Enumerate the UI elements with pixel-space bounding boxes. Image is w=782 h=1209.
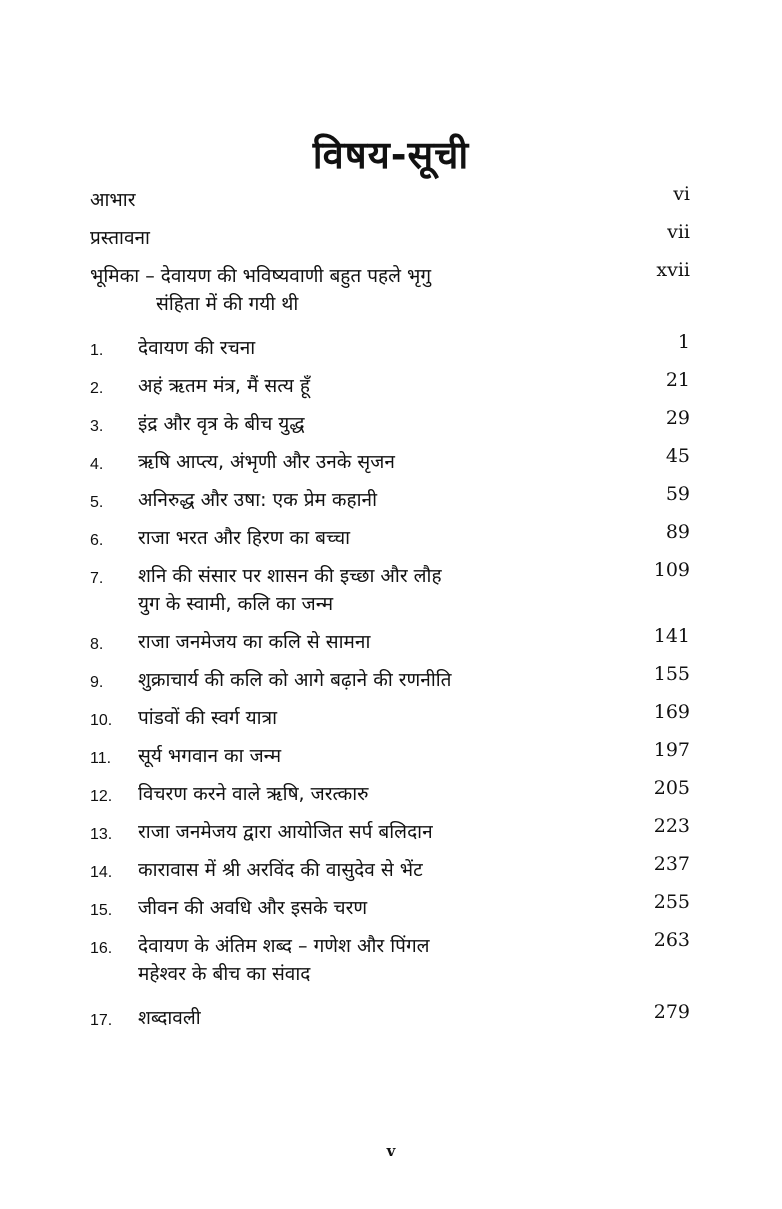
chapter-number: 5. — [90, 494, 104, 511]
toc-entry-label: प्रस्तावना — [90, 227, 150, 249]
toc-chapter — [90, 407, 690, 448]
toc-chapter — [90, 625, 690, 666]
toc-chapter — [90, 815, 690, 856]
chapter-number: 12. — [90, 788, 113, 805]
chapter-number: 9. — [90, 674, 104, 691]
chapter-title — [138, 932, 430, 988]
chapter-title: पांडवों की स्वर्ग यात्रा — [138, 707, 277, 729]
chapter-title: विचरण करने वाले ऋषि, जरत्कारु — [138, 783, 369, 805]
chapter-page: 29 — [665, 407, 690, 429]
toc-entry-preface — [90, 221, 690, 262]
toc-chapter — [90, 739, 690, 780]
chapter-title: अनिरुद्ध और उषा: एक प्रेम कहानी — [138, 489, 377, 511]
chapter-page: 89 — [665, 521, 690, 543]
toc-entry-page: vii — [667, 221, 690, 243]
chapter-page: 237 — [653, 853, 690, 875]
chapter-number: 2. — [90, 380, 104, 397]
toc-chapter — [90, 1001, 690, 1042]
toc-chapter — [90, 369, 690, 410]
chapter-title-line1: देवायण के अंतिम शब्द – गणेश और पिंगल — [138, 935, 430, 957]
chapter-title: ऋषि आप्त्य, अंभृणी और उनके सृजन — [138, 451, 395, 473]
toc-chapter — [90, 521, 690, 562]
chapter-number: 14. — [90, 864, 113, 881]
chapter-title: जीवन की अवधि और इसके चरण — [138, 897, 368, 919]
chapter-title: राजा भरत और हिरण का बच्चा — [138, 527, 351, 549]
toc-chapter — [90, 929, 690, 1004]
toc-chapter — [90, 445, 690, 486]
chapter-page: 205 — [653, 777, 690, 799]
toc-chapter — [90, 777, 690, 818]
page-number: v — [386, 1142, 396, 1160]
chapter-title: अहं ऋतम मंत्र, मैं सत्य हूँ — [138, 375, 310, 397]
chapter-number: 6. — [90, 532, 104, 549]
toc-entry-page: xvii — [656, 259, 690, 281]
page-title: विषय-सूची — [312, 133, 470, 177]
toc-entry-introduction — [90, 259, 690, 334]
chapter-title: इंद्र और वृत्र के बीच युद्ध — [138, 413, 305, 435]
toc-chapter — [90, 853, 690, 894]
toc-entry-label: आभार — [90, 189, 136, 211]
chapter-page: 169 — [653, 701, 690, 723]
toc-entry-acknowledgement — [90, 183, 690, 224]
toc-entry-page: vi — [673, 183, 690, 205]
chapter-page: 255 — [653, 891, 690, 913]
chapter-title: देवायण की रचना — [138, 337, 256, 359]
chapter-title: शुक्राचार्य की कलि को आगे बढ़ाने की रणनीति — [138, 669, 452, 691]
chapter-page: 21 — [665, 369, 690, 391]
toc-chapter — [90, 891, 690, 932]
chapter-page: 263 — [653, 929, 690, 951]
chapter-title — [138, 562, 442, 618]
chapter-page: 45 — [665, 445, 690, 467]
toc-entry-label — [90, 262, 431, 318]
chapter-title-line2: युग के स्वामी, कलि का जन्म — [138, 593, 334, 615]
chapter-title: सूर्य भगवान का जन्म — [138, 745, 282, 767]
chapter-number: 10. — [90, 712, 113, 729]
chapter-page: 279 — [653, 1001, 690, 1023]
chapter-number: 7. — [90, 570, 104, 587]
toc-entry-label-line2: संहिता में की गयी थी — [156, 293, 299, 315]
chapter-page: 223 — [653, 815, 690, 837]
chapter-title: राजा जनमेजय का कलि से सामना — [138, 631, 371, 653]
chapter-number: 16. — [90, 940, 113, 957]
chapter-number: 15. — [90, 902, 113, 919]
chapter-page: 109 — [653, 559, 690, 581]
chapter-number: 13. — [90, 826, 113, 843]
chapter-number: 11. — [90, 750, 112, 767]
chapter-number: 8. — [90, 636, 104, 653]
chapter-title: शब्दावली — [138, 1007, 201, 1029]
toc-chapter — [90, 663, 690, 704]
chapter-page: 155 — [653, 663, 690, 685]
toc-chapter — [90, 701, 690, 742]
toc-entry-label-line1: भूमिका – देवायण की भविष्यवाणी बहुत पहले भृगु — [90, 265, 432, 287]
toc-chapter — [90, 331, 690, 372]
chapter-title-line1: शनि की संसार पर शासन की इच्छा और लौह — [138, 565, 442, 587]
chapter-number: 17. — [90, 1012, 113, 1029]
chapter-page: 59 — [665, 483, 690, 505]
toc-chapter — [90, 559, 690, 628]
toc-chapter — [90, 483, 690, 524]
chapter-number: 1. — [90, 342, 104, 359]
chapter-page: 141 — [653, 625, 690, 647]
chapter-title-line2: महेश्वर के बीच का संवाद — [138, 963, 311, 985]
chapter-page: 1 — [677, 331, 690, 353]
table-of-contents — [90, 183, 690, 1042]
chapter-number: 4. — [90, 456, 104, 473]
chapter-page: 197 — [653, 739, 690, 761]
chapter-title: कारावास में श्री अरविंद की वासुदेव से भेंट — [138, 859, 423, 881]
chapter-number: 3. — [90, 418, 104, 435]
chapter-title: राजा जनमेजय द्वारा आयोजित सर्प बलिदान — [138, 821, 433, 843]
